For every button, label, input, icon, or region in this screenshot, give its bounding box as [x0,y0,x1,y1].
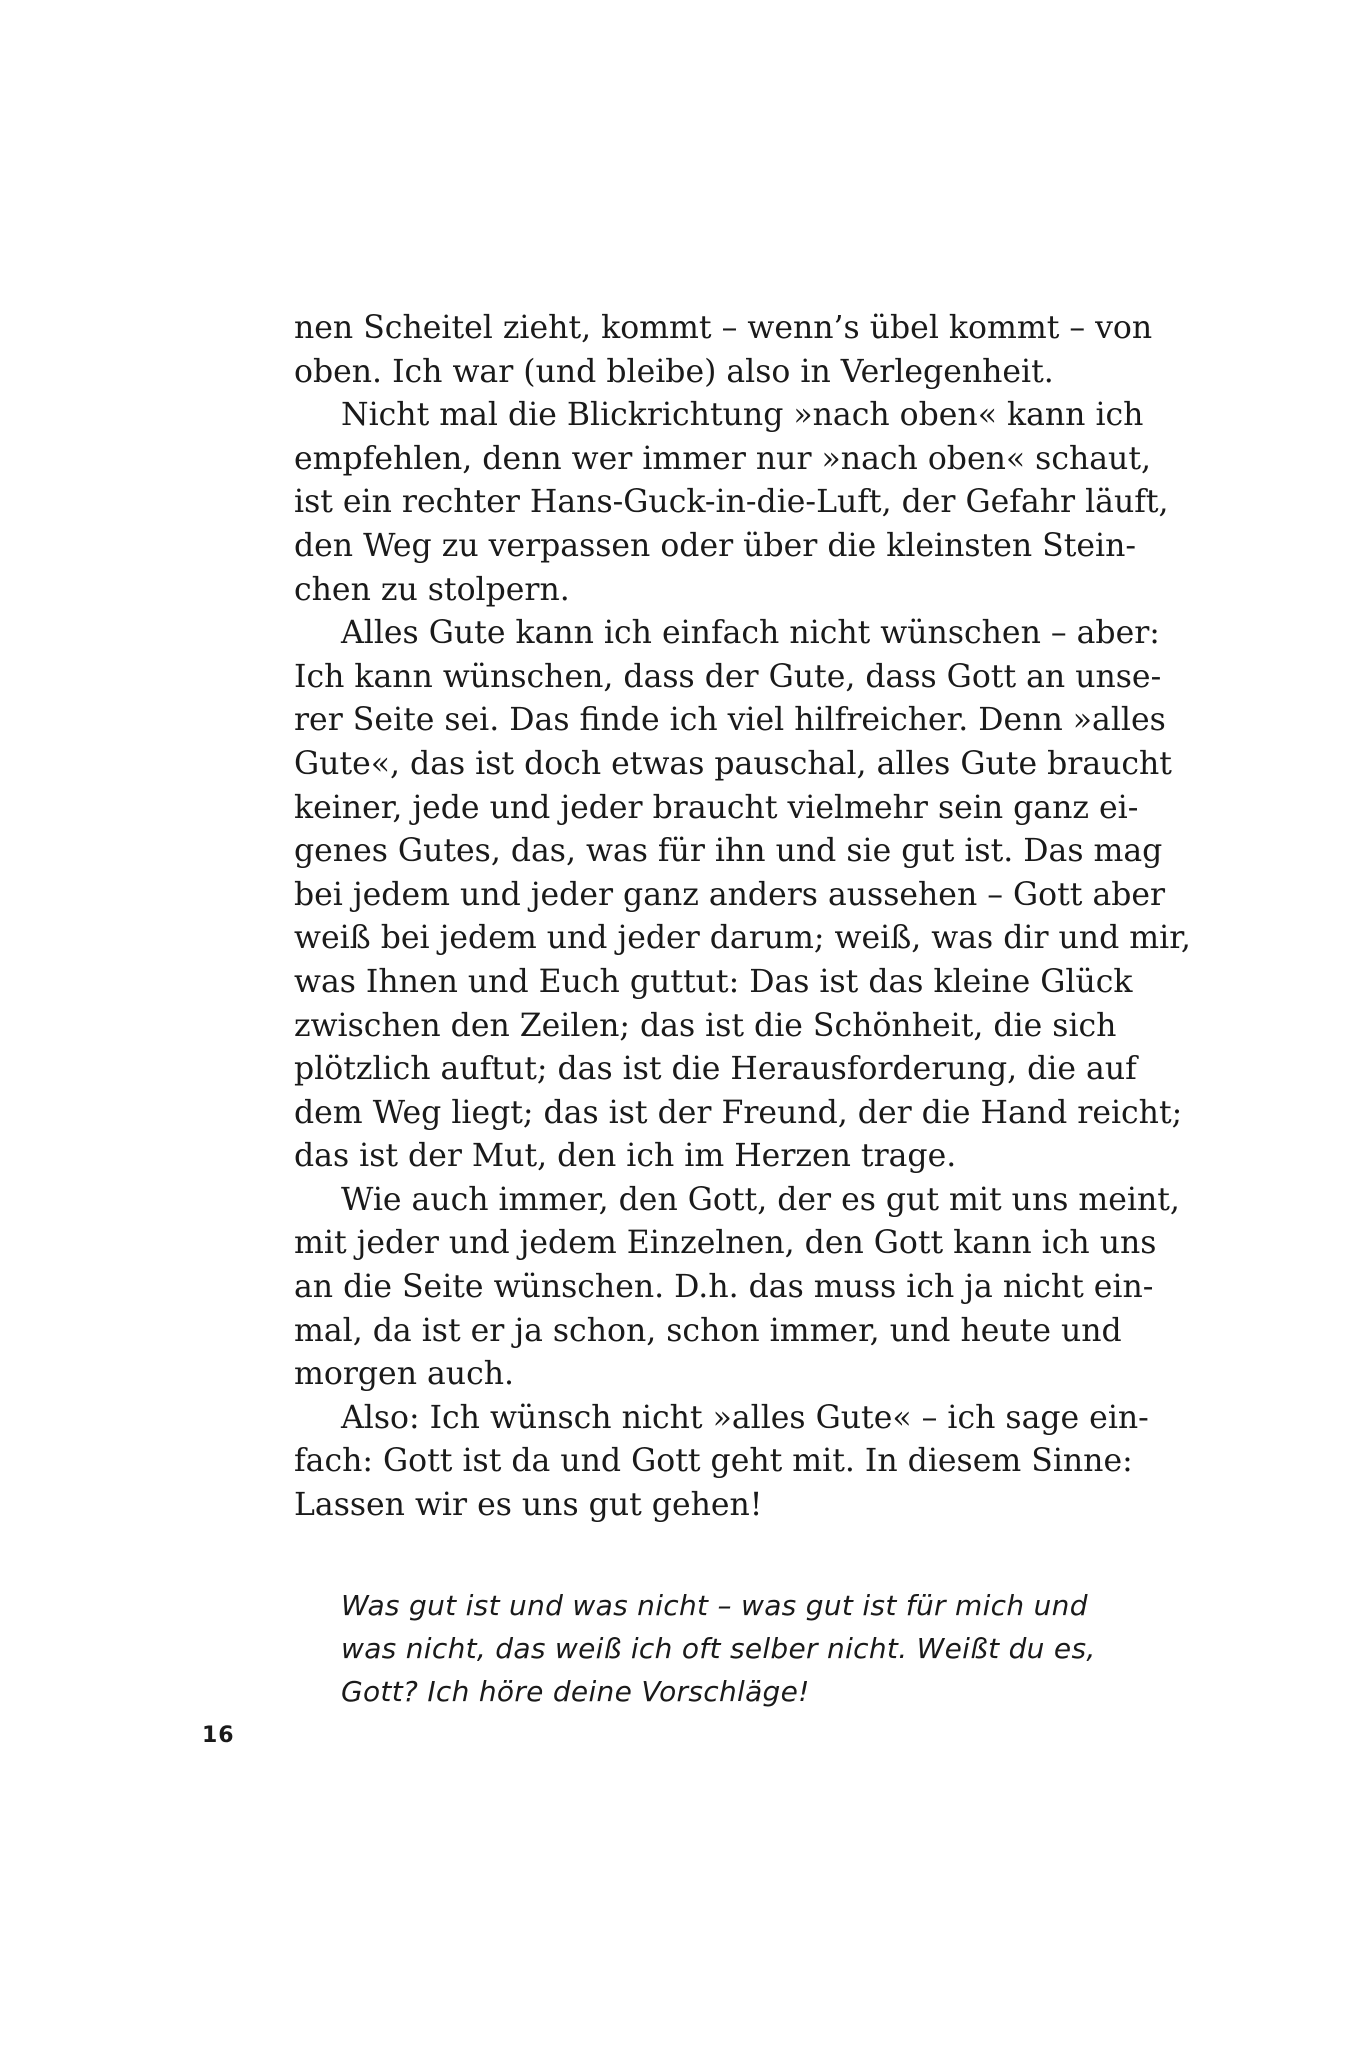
text-line: bei jedem und jeder ganz anders aussehen – Gott aber [294,876,1166,913]
text-line: Alles Gute kann ich einfach nicht wünschen – aber: [341,615,1160,652]
text-line: den Weg zu verpassen oder über die kleinsten Stein- [294,527,1137,564]
body-text [294,307,1191,1528]
text-line: Wie auch immer, den Gott, der es gut mit uns meint, [341,1181,1180,1218]
text-line: ist ein rechter Hans-Guck-in-die-Luft, der Gefahr läuft, [294,484,1169,521]
prayer-line: was nicht, das weiß ich oft selber nicht. Weißt du es, [341,1632,1096,1665]
text-line: weiß bei jedem und jeder darum; weiß, was dir und mir, [294,920,1191,957]
text-line: Gute«, das ist doch etwas pauschal, alles Gute braucht [294,745,1172,782]
text-line: keiner, jede und jeder braucht vielmehr sein ganz ei- [294,789,1139,826]
text-line: an die Seite wünschen. D.h. das muss ich ja nicht ein- [294,1269,1154,1306]
text-line: oben. Ich war (und bleibe) also in Verlegenheit. [294,353,1054,390]
prayer-line: Was gut ist und was nicht – was gut ist für mich und [341,1589,1088,1622]
page-number: 16 [202,1723,235,1748]
text-line: morgen auch. [294,1356,515,1393]
text-line: rer Seite sei. Das finde ich viel hilfreicher. Denn »alles [294,702,1166,739]
text-line: Ich kann wünschen, dass der Gute, dass Gott an unse- [294,658,1162,695]
text-line: genes Gutes, das, was für ihn und sie gut ist. Das mag [294,833,1163,870]
text-line: Lassen wir es uns gut gehen! [294,1487,763,1524]
text-line: nen Scheitel zieht, kommt – wenn’s übel kommt – von [294,310,1153,346]
text-line: chen zu stolpern. [294,571,570,608]
prayer-line: Gott? Ich höre deine Vorschläge! [341,1675,810,1708]
text-line: Also: Ich wünsch nicht »alles Gute« – ich sage ein- [341,1399,1149,1436]
text-line: plötzlich auftut; das ist die Herausforderung, die auf [294,1051,1137,1088]
text-line: mit jeder und jedem Einzelnen, den Gott kann ich uns [294,1225,1157,1262]
text-line: dem Weg liegt; das ist der Freund, der die Hand reicht; [294,1094,1183,1131]
text-line: fach: Gott ist da und Gott geht mit. In diesem Sinne: [294,1443,1133,1480]
closing-prayer [341,1584,1096,1713]
text-line: mal, da ist er ja schon, schon immer, und heute und [294,1312,1122,1349]
text-line: empfehlen, denn wer immer nur »nach oben« schaut, [294,440,1151,477]
text-line: was Ihnen und Euch guttut: Das ist das kleine Glück [294,963,1133,1000]
text-line: Nicht mal die Blickrichtung »nach oben« kann ich [341,397,1144,434]
text-line: das ist der Mut, den ich im Herzen trage. [294,1138,957,1175]
text-line: zwischen den Zeilen; das ist die Schönheit, die sich [294,1007,1117,1044]
